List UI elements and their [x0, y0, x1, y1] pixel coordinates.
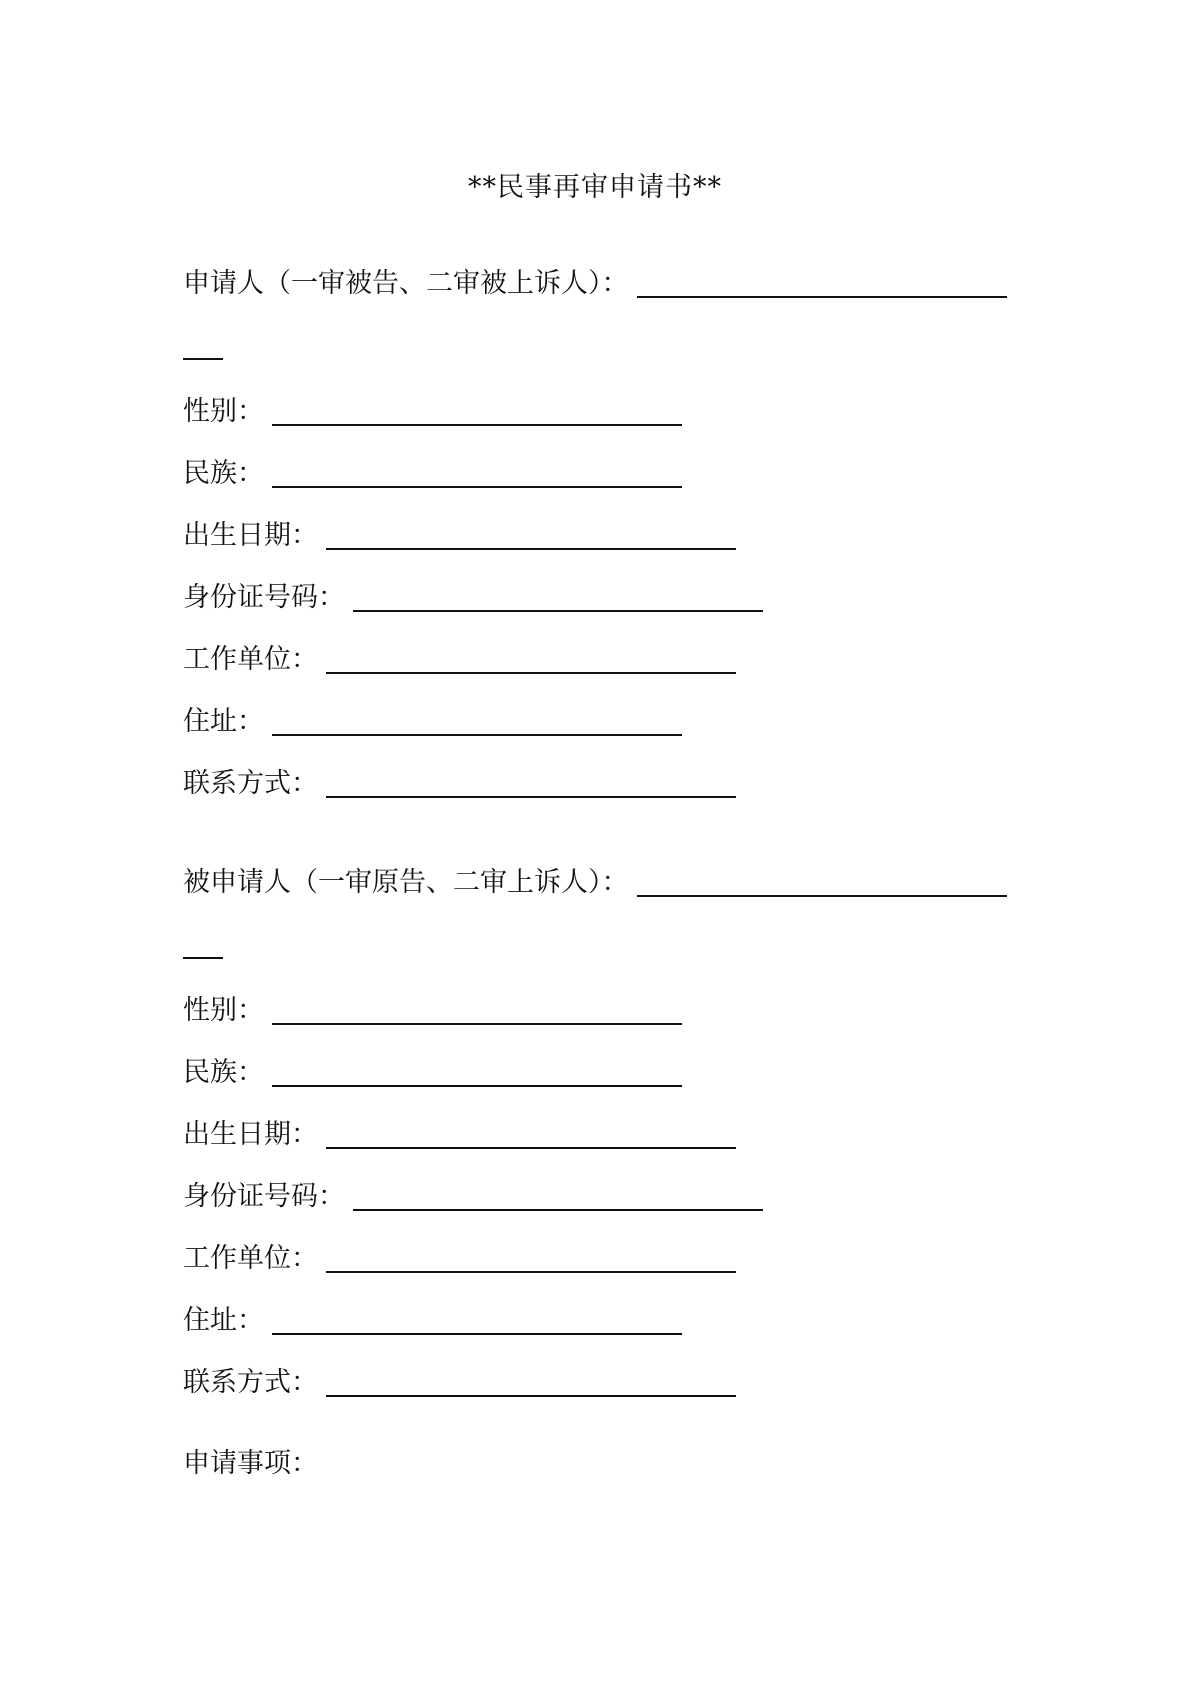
respondent-contact-blank[interactable] [326, 1375, 736, 1397]
applicant-gender-blank[interactable] [272, 404, 682, 426]
respondent-birth-date-label: 出生日期： [183, 1119, 318, 1150]
applicant-birth-date-blank[interactable] [326, 528, 736, 550]
respondent-gender-row [183, 993, 682, 1029]
applicant-ethnicity-label: 民族： [183, 458, 264, 489]
applicant-ethnicity-blank[interactable] [272, 466, 682, 488]
respondent-heading: 被申请人（一审原告、二审上诉人）： [183, 867, 629, 898]
respondent-contact-label: 联系方式： [183, 1367, 318, 1398]
applicant-workplace-label: 工作单位： [183, 644, 318, 675]
applicant-gender-row [183, 394, 682, 430]
applicant-ethnicity-row [183, 456, 682, 492]
respondent-contact-row [183, 1365, 736, 1401]
applicant-workplace-row [183, 642, 736, 678]
applicant-birth-date-row [183, 518, 736, 554]
respondent-gender-label: 性别： [183, 995, 264, 1026]
respondent-birth-date-row [183, 1117, 736, 1153]
respondent-birth-date-blank[interactable] [326, 1127, 736, 1149]
respondent-id-number-row [183, 1179, 763, 1215]
applicant-heading-row [183, 266, 1007, 302]
applicant-contact-blank[interactable] [326, 776, 736, 798]
applicant-birth-date-label: 出生日期： [183, 520, 318, 551]
respondent-id-number-label: 身份证号码： [183, 1181, 345, 1212]
applicant-id-number-label: 身份证号码： [183, 582, 345, 613]
applicant-name-continuation-line [183, 358, 223, 360]
respondent-workplace-row [183, 1241, 736, 1277]
request-items-label: 申请事项： [183, 1448, 318, 1479]
respondent-ethnicity-row [183, 1055, 682, 1091]
applicant-contact-label: 联系方式： [183, 768, 318, 799]
respondent-gender-blank[interactable] [272, 1003, 682, 1025]
applicant-address-row [183, 704, 682, 740]
applicant-heading: 申请人（一审被告、二审被上诉人）： [183, 268, 629, 299]
applicant-id-number-row [183, 580, 763, 616]
applicant-workplace-blank[interactable] [326, 652, 736, 674]
respondent-workplace-label: 工作单位： [183, 1243, 318, 1274]
respondent-heading-row [183, 865, 1007, 901]
applicant-name-blank[interactable] [637, 276, 1007, 298]
respondent-address-blank[interactable] [272, 1313, 682, 1335]
applicant-address-label: 住址： [183, 706, 264, 737]
respondent-id-number-blank[interactable] [353, 1189, 763, 1211]
applicant-contact-row [183, 766, 736, 802]
applicant-address-blank[interactable] [272, 714, 682, 736]
respondent-workplace-blank[interactable] [326, 1251, 736, 1273]
respondent-address-row [183, 1303, 682, 1339]
respondent-name-blank[interactable] [637, 875, 1007, 897]
respondent-ethnicity-blank[interactable] [272, 1065, 682, 1087]
request-items-row [183, 1446, 318, 1482]
applicant-gender-label: 性别： [183, 396, 264, 427]
applicant-id-number-blank[interactable] [353, 590, 763, 612]
respondent-ethnicity-label: 民族： [183, 1057, 264, 1088]
document-title: **民事再审申请书** [468, 172, 722, 203]
respondent-address-label: 住址： [183, 1305, 264, 1336]
respondent-name-continuation-line [183, 957, 223, 959]
